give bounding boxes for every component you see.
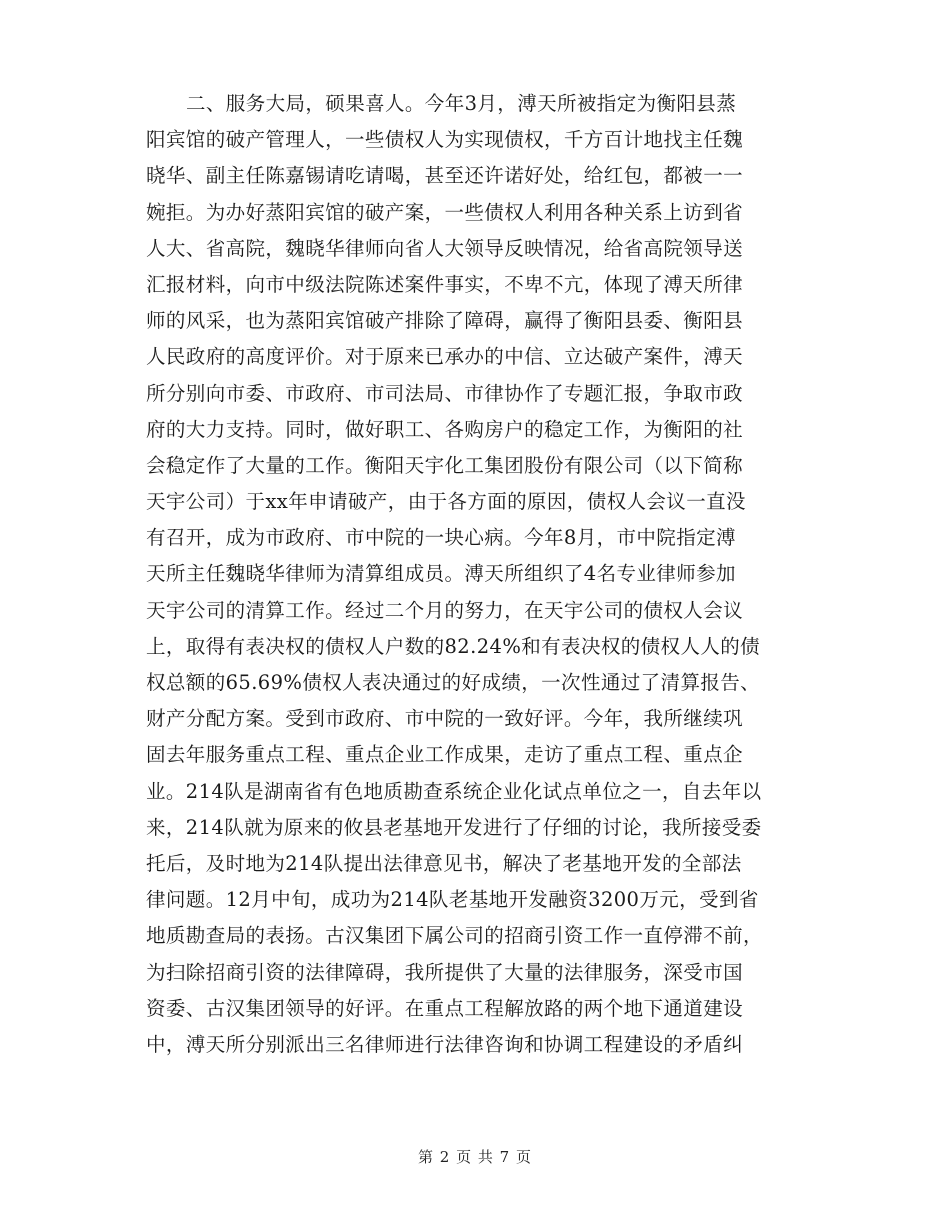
text-line: 阳宾馆的破产管理人，一些债权人为实现债权，千方百计地找主任魏 xyxy=(146,128,744,152)
text-line: 师的风采，也为蒸阳宾馆破产排除了障碍，赢得了衡阳县委、衡阳县 xyxy=(146,309,744,333)
text-line: 中，溥天所分别派出三名律师进行法律咨询和协调工程建设的矛盾纠 xyxy=(146,1032,744,1056)
text-line: 为扫除招商引资的法律障碍，我所提供了大量的法律服务，深受市国 xyxy=(146,960,744,984)
text-line: 二、服务大局，硕果喜人。今年3月，溥天所被指定为衡阳县蒸 xyxy=(186,92,737,115)
text-line: 人民政府的高度评价。对于原来已承办的中信、立达破产案件，溥天 xyxy=(146,345,744,369)
text-line: 来，214队就为原来的攸县老基地开发进行了仔细的讨论，我所接受委 xyxy=(146,815,762,839)
body-paragraph xyxy=(146,86,806,1063)
text-line: 府的大力支持。同时，做好职工、各购房户的稳定工作，为衡阳的社 xyxy=(146,417,744,441)
text-line: 天宇公司）于xx年申请破产，由于各方面的原因，债权人会议一直没 xyxy=(146,490,746,514)
text-line: 权总额的65.69%债权人表决通过的好成绩，一次性通过了清算报告、 xyxy=(146,671,761,694)
text-line: 律问题。12月中旬，成功为214队老基地开发融资3200万元，受到省 xyxy=(146,888,759,912)
text-line: 财产分配方案。受到市政府、市中院的一致好评。今年，我所继续巩 xyxy=(146,707,744,731)
text-line: 人大、省高院，魏晓华律师向省人大领导反映情况，给省高院领导送 xyxy=(146,236,744,260)
text-line: 业。214队是湖南省有色地质勘查系统企业化试点单位之一，自去年以 xyxy=(146,779,762,803)
text-line: 所分别向市委、市政府、市司法局、市律协作了专题汇报，争取市政 xyxy=(146,381,744,405)
text-line: 汇报材料，向市中级法院陈述案件事实，不卑不亢，体现了溥天所律 xyxy=(146,272,744,296)
text-line: 晓华、副主任陈嘉锡请吃请喝，甚至还许诺好处，给红包，都被一一 xyxy=(146,164,744,188)
text-line: 婉拒。为办好蒸阳宾馆的破产案，一些债权人利用各种关系上访到省 xyxy=(146,200,744,224)
text-line: 地质勘查局的表扬。古汉集团下属公司的招商引资工作一直停滞不前， xyxy=(146,924,763,948)
text-line: 天宇公司的清算工作。经过二个月的努力，在天宇公司的债权人会议 xyxy=(146,598,744,622)
text-line: 会稳定作了大量的工作。衡阳天宇化工集团股份有限公司（以下简称 xyxy=(146,453,744,477)
text-line: 上，取得有表决权的债权人户数的82.24%和有表决权的债权人人的债 xyxy=(146,634,761,658)
text-line: 资委、古汉集团领导的好评。在重点工程解放路的两个地下通道建设 xyxy=(146,996,744,1020)
text-line: 有召开，成为市政府、市中院的一块心病。今年8月，市中院指定溥 xyxy=(146,526,736,550)
page-number-footer: 第 2 页 共 7 页 xyxy=(418,1148,532,1166)
text-line: 天所主任魏晓华律师为清算组成员。溥天所组织了4名专业律师参加 xyxy=(146,562,736,586)
text-line: 固去年服务重点工程、重点企业工作成果，走访了重点工程、重点企 xyxy=(146,743,744,767)
text-line: 托后，及时地为214队提出法律意见书，解决了老基地开发的全部法 xyxy=(146,851,742,875)
